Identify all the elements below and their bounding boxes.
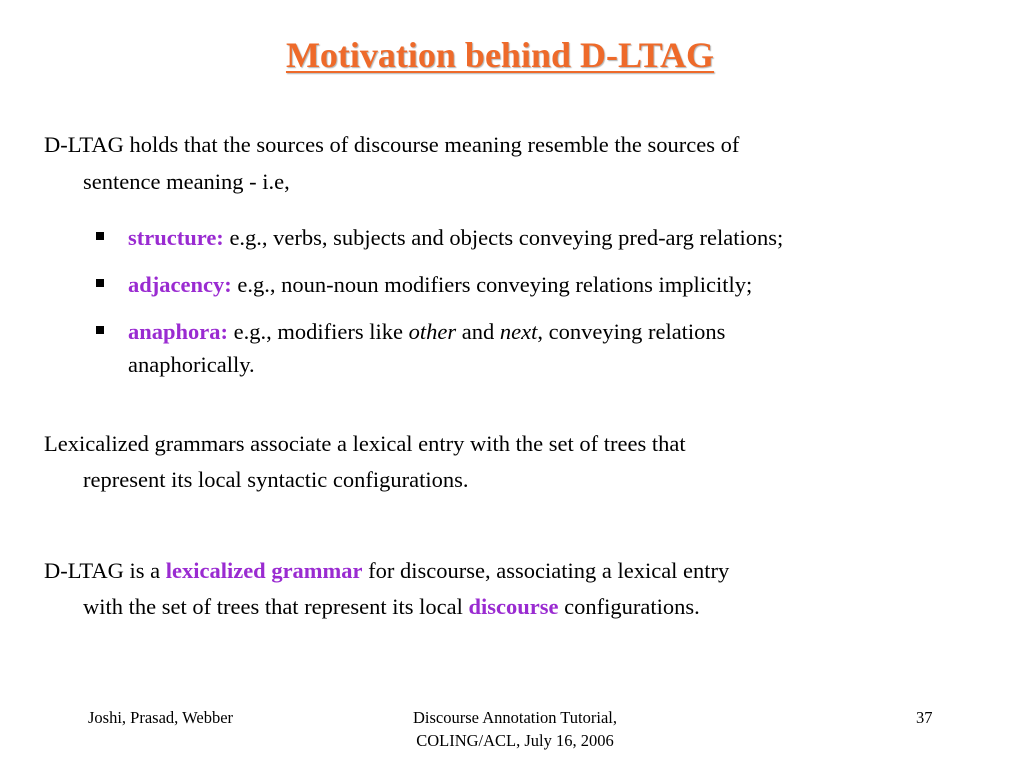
bullet-text-continuation: anaphorically. (128, 352, 255, 378)
bullet-text: e.g., noun-noun modifiers conveying relations implicitly; (231, 271, 753, 297)
dltag-line-2 (44, 589, 944, 625)
bullet-text: and (456, 318, 500, 344)
highlight-lexicalized-grammar: lexicalized grammar (165, 558, 363, 583)
dltag-paragraph (44, 553, 944, 625)
bullet-list (96, 221, 976, 395)
dltag-line-1 (44, 553, 944, 589)
footer-event-line-2: COLING/ACL, July 16, 2006 (416, 731, 614, 751)
page-number: 37 (916, 708, 933, 727)
square-bullet-icon (96, 279, 104, 287)
lexicalized-paragraph (44, 426, 944, 498)
intro-paragraph (44, 126, 944, 200)
intro-line-2: sentence meaning - i.e, (83, 169, 290, 195)
bullet-emphasis: other (408, 318, 457, 344)
bullet-emphasis: next (499, 318, 538, 344)
dltag-text: D-LTAG is a (44, 558, 166, 583)
footer-event-line-1: Discourse Annotation Tutorial, (413, 708, 617, 727)
footer-event (300, 706, 730, 752)
bullet-term: structure: (128, 225, 224, 250)
bullet-term: adjacency: (128, 271, 232, 297)
highlight-discourse: discourse (468, 594, 559, 619)
bullet-item-adjacency (96, 268, 976, 302)
lexicalized-line-1: Lexicalized grammars associate a lexical entry with the set of trees that (44, 431, 686, 456)
bullet-item-structure (96, 221, 976, 255)
bullet-term: anaphora: (128, 318, 229, 344)
slide-title: Motivation behind D-LTAG (285, 35, 715, 75)
bullet-text: e.g., modifiers like (228, 318, 409, 344)
dltag-text: for discourse, associating a lexical entry (362, 558, 730, 583)
dltag-text: configurations. (558, 594, 700, 619)
lexicalized-line-2: represent its local syntactic configurations. (83, 467, 469, 492)
square-bullet-icon (96, 232, 104, 240)
intro-line-1: D-LTAG holds that the sources of discourse meaning resemble the sources of (44, 132, 740, 157)
square-bullet-icon (96, 326, 104, 334)
bullet-text: e.g., verbs, subjects and objects conveying pred-arg relations; (223, 225, 784, 250)
bullet-text: , conveying relations (537, 318, 726, 344)
bullet-item-anaphora (96, 315, 976, 383)
footer-authors: Joshi, Prasad, Webber (88, 708, 234, 727)
dltag-text: with the set of trees that represent its local (83, 594, 469, 619)
